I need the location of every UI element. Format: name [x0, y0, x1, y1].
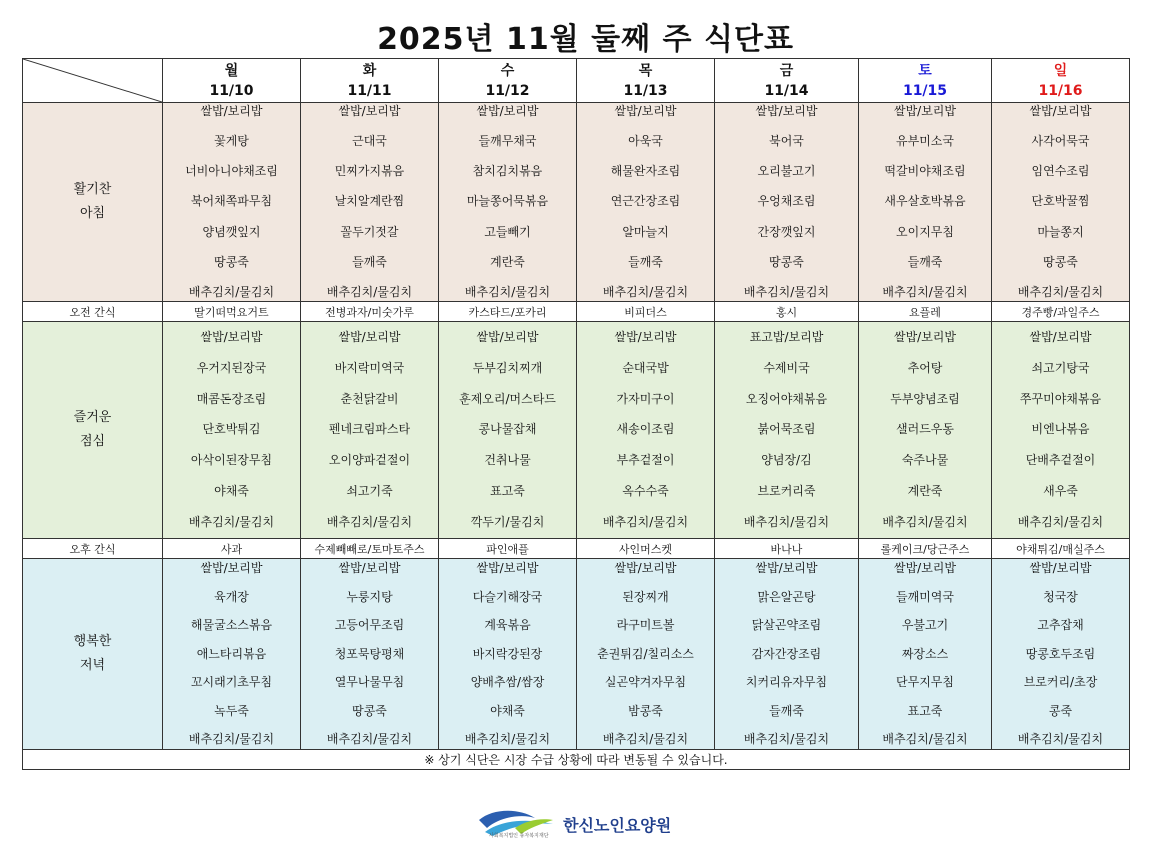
day-date: 11/12	[485, 82, 530, 99]
menu-item: 육개장	[214, 589, 249, 604]
menu-item: 다슬기해장국	[472, 589, 543, 604]
menu-item: 고들빼기	[484, 224, 531, 239]
menu-item: 표고죽	[490, 484, 525, 499]
menu-item: 쌀밥/보리밥	[893, 561, 956, 575]
menu-item: 배추김치/물김치	[464, 284, 551, 299]
dinner-label	[23, 559, 163, 750]
menu-item: 부추겉절이	[616, 453, 675, 468]
menu-item: 배추김치/물김치	[882, 514, 968, 529]
menu-item: 북어채쪽파무침	[190, 194, 273, 209]
menu-item: 땅콩호두조림	[1025, 646, 1096, 661]
lunch-item-list	[577, 322, 714, 538]
breakfast-item-list	[859, 103, 991, 301]
menu-item: 양배추쌈/쌈장	[470, 675, 545, 689]
menu-item: 맑은알곤탕	[757, 589, 816, 604]
day-header-fri	[715, 59, 859, 103]
menu-item: 계란죽	[907, 484, 943, 499]
menu-item: 닭살곤약조림	[751, 618, 822, 632]
menu-item: 샐러드우동	[896, 422, 954, 437]
menu-item: 단호박튀김	[202, 422, 261, 437]
breakfast-item-list	[163, 103, 300, 301]
morning-snack-row	[23, 302, 1130, 322]
menu-item: 고등어무조림	[334, 618, 405, 632]
snack-cell: 파인애플	[439, 539, 577, 559]
org-name: 한신노인요양원	[563, 815, 672, 835]
lunch-cell	[439, 322, 577, 539]
day-name: 금	[779, 62, 794, 79]
menu-item: 들깨무채국	[478, 134, 537, 149]
menu-item: 날치알계란찜	[334, 194, 405, 209]
menu-item: 너비아니야채조림	[185, 164, 278, 179]
menu-item: 단무지무침	[896, 675, 954, 689]
menu-item: 꼬시래기초무침	[190, 675, 273, 689]
menu-item: 애느타리볶음	[196, 646, 267, 661]
menu-item: 누룽지탕	[346, 589, 393, 604]
menu-item: 배추김치/물김치	[602, 732, 689, 746]
dinner-cell	[992, 559, 1130, 750]
menu-item: 아욱국	[628, 134, 663, 149]
meal-label-line1: 활기찬	[73, 182, 112, 197]
menu-item: 훈제오리/머스타드	[459, 391, 556, 406]
menu-item: 배추김치/물김치	[188, 732, 275, 746]
day-header-wed	[439, 59, 577, 103]
menu-item: 단호박꿀찜	[1031, 194, 1090, 209]
menu-item: 쌀밥/보리밥	[614, 561, 677, 575]
dinner-row	[23, 559, 1130, 750]
meal-label-line1: 즐거운	[73, 410, 112, 425]
meal-label-line2: 저녁	[79, 658, 106, 673]
snack-cell: 야채튀김/매실주스	[992, 539, 1130, 559]
menu-item: 땅콩죽	[352, 703, 387, 718]
menu-item: 해물완자조림	[610, 164, 681, 179]
day-name: 월	[224, 62, 239, 79]
menu-item: 북어국	[769, 134, 804, 149]
page-title: 2025년 11월 둘째 주 식단표	[377, 22, 794, 57]
breakfast-item-list	[715, 103, 858, 301]
menu-item: 쌀밥/보리밥	[200, 104, 263, 118]
snack-label: 오후 간식	[23, 539, 163, 559]
menu-item: 배추김치/물김치	[1017, 284, 1104, 299]
day-date: 11/15	[902, 82, 948, 99]
menu-item: 계란죽	[490, 254, 525, 269]
menu-item: 배추김치/물김치	[743, 732, 830, 746]
menu-item: 배추김치/물김치	[326, 514, 413, 529]
snack-cell: 전병과자/미숫가루	[301, 302, 439, 322]
menu-item: 쌀밥/보리밥	[614, 330, 677, 344]
dinner-cell	[301, 559, 439, 750]
breakfast-cell	[301, 103, 439, 302]
menu-item: 꽃게탕	[214, 134, 249, 149]
day-name: 일	[1053, 62, 1068, 79]
menu-item: 배추김치/물김치	[743, 284, 830, 299]
day-header-thu	[577, 59, 715, 103]
day-date: 11/16	[1038, 82, 1083, 99]
lunch-row	[23, 322, 1130, 539]
menu-item: 쌀밥/보리밥	[476, 561, 539, 575]
lunch-cell	[992, 322, 1130, 539]
menu-item: 청포묵탕평채	[334, 646, 405, 661]
menu-item: 해물굴소스볶음	[190, 618, 273, 632]
menu-item: 양념깻잎지	[202, 224, 261, 239]
meal-label-line2: 아침	[79, 206, 106, 221]
lunch-item-list	[301, 322, 438, 538]
menu-item: 쌀밥/보리밥	[755, 561, 818, 575]
menu-item: 건취나물	[484, 453, 531, 468]
menu-item: 배추김치/물김치	[464, 732, 551, 746]
menu-item: 짜장소스	[901, 646, 949, 661]
menu-item: 추어탕	[907, 360, 943, 375]
breakfast-cell	[859, 103, 992, 302]
menu-item: 배추김치/물김치	[188, 514, 275, 529]
dinner-item-list	[301, 559, 438, 749]
dinner-cell	[163, 559, 301, 750]
menu-item: 새우살호박볶음	[884, 194, 966, 209]
lunch-cell	[577, 322, 715, 539]
dinner-item-list	[439, 559, 576, 749]
menu-item: 두부양념조림	[890, 391, 960, 406]
menu-item: 들깨죽	[769, 703, 804, 718]
breakfast-cell	[439, 103, 577, 302]
snack-cell: 딸기떠먹요거트	[163, 302, 301, 322]
menu-item: 쌀밥/보리밥	[338, 561, 401, 575]
menu-item: 매콤돈장조림	[196, 391, 267, 406]
menu-item: 쇠고기죽	[346, 484, 393, 499]
menu-item: 양념장/김	[761, 453, 812, 468]
menu-item: 옥수수죽	[622, 484, 669, 499]
lunch-item-list	[439, 322, 576, 538]
menu-item: 오이양파겉절이	[328, 453, 411, 468]
lunch-label	[23, 322, 163, 539]
menu-item: 녹두죽	[214, 703, 249, 718]
day-header-mon	[163, 59, 301, 103]
menu-item: 오징어야채볶음	[745, 391, 828, 406]
menu-item: 붉어묵조림	[757, 422, 816, 437]
menu-item: 숙주나물	[901, 453, 949, 468]
menu-item: 쌀밥/보리밥	[338, 330, 401, 344]
menu-item: 오리불고기	[757, 164, 816, 179]
menu-item: 우거지된장국	[196, 360, 267, 375]
menu-item: 쌀밥/보리밥	[1029, 104, 1092, 118]
menu-item: 쌀밥/보리밥	[476, 104, 539, 118]
menu-item: 유부미소국	[896, 134, 954, 149]
afternoon-snack-row	[23, 539, 1130, 559]
menu-item: 쌀밥/보리밥	[476, 330, 539, 344]
day-date: 11/10	[209, 82, 254, 99]
menu-item: 바지락강된장	[472, 646, 543, 661]
menu-item: 들깨죽	[907, 254, 943, 269]
lunch-cell	[163, 322, 301, 539]
snack-label: 오전 간식	[23, 302, 163, 322]
menu-item: 마늘쫑지	[1037, 224, 1084, 239]
menu-item: 들깨죽	[628, 254, 663, 269]
day-name: 수	[500, 62, 515, 79]
menu-item: 콩죽	[1048, 703, 1073, 718]
breakfast-item-list	[992, 103, 1129, 301]
menu-item: 수제비국	[763, 360, 810, 375]
menu-item: 브로커리/초장	[1023, 675, 1098, 689]
snack-cell: 비피더스	[577, 302, 715, 322]
snack-cell: 요플레	[859, 302, 992, 322]
menu-item: 열무나물무침	[334, 675, 405, 689]
menu-item: 배추김치/물김치	[882, 732, 968, 746]
dinner-item-list	[577, 559, 714, 749]
breakfast-item-list	[439, 103, 576, 301]
meal-label-line1: 행복한	[73, 634, 112, 649]
header-row	[23, 59, 1130, 103]
menu-item: 꼴두기젓갈	[340, 224, 399, 239]
meal-label-line2: 점심	[79, 434, 106, 449]
menu-item: 민찌가지볶음	[334, 164, 405, 179]
day-name: 화	[362, 62, 377, 79]
dinner-item-list	[992, 559, 1129, 749]
note-row	[23, 750, 1130, 770]
lunch-cell	[301, 322, 439, 539]
menu-item: 춘천닭갈비	[340, 391, 399, 406]
lunch-item-list	[163, 322, 300, 538]
lunch-item-list	[859, 322, 991, 538]
menu-item: 들깨미역국	[896, 589, 954, 604]
breakfast-label	[23, 103, 163, 302]
day-name: 토	[918, 62, 932, 79]
menu-item: 아삭이된장무침	[190, 453, 273, 468]
menu-item: 야채죽	[490, 703, 525, 718]
menu-item: 쌀밥/보리밥	[200, 561, 263, 575]
menu-item: 바지락미역국	[334, 360, 405, 375]
menu-item: 실곤약겨자무침	[604, 675, 687, 689]
dinner-item-list	[163, 559, 300, 749]
menu-item: 순대국밥	[622, 360, 669, 375]
menu-item: 펜네크림파스타	[328, 422, 411, 437]
day-header-tue	[301, 59, 439, 103]
menu-item: 표고죽	[907, 703, 943, 718]
menu-item: 쭈꾸미야채볶음	[1019, 391, 1102, 406]
menu-item: 배추김치/물김치	[326, 284, 413, 299]
snack-cell: 경주빵/과일주스	[992, 302, 1130, 322]
menu-item: 두부김치찌개	[472, 360, 543, 375]
breakfast-cell	[163, 103, 301, 302]
menu-item: 알마늘지	[622, 224, 669, 239]
menu-item: 표고밥/보리밥	[749, 330, 824, 344]
lunch-item-list	[715, 322, 858, 538]
menu-item: 밤콩죽	[628, 703, 663, 718]
menu-item: 청국장	[1043, 589, 1078, 604]
menu-item: 오이지무침	[896, 224, 954, 239]
menu-item: 쌀밥/보리밥	[755, 104, 818, 118]
menu-item: 배추김치/물김치	[602, 514, 689, 529]
menu-item: 연근간장조림	[610, 194, 681, 209]
breakfast-cell	[715, 103, 859, 302]
menu-item: 계육볶음	[484, 618, 531, 632]
menu-item: 브로커리죽	[757, 484, 816, 499]
menu-item: 배추김치/물김치	[326, 732, 413, 746]
menu-item: 배추김치/물김치	[1017, 732, 1104, 746]
menu-item: 새송이조림	[616, 422, 675, 437]
menu-item: 깍두기/물김치	[470, 514, 545, 529]
menu-item: 라구미트볼	[616, 618, 675, 632]
menu-item: 마늘쫑어묵볶음	[466, 194, 549, 209]
dinner-cell	[859, 559, 992, 750]
menu-item: 배추김치/물김치	[188, 284, 275, 299]
menu-item: 임연수조림	[1031, 164, 1090, 179]
snack-cell: 카스타드/포카리	[439, 302, 577, 322]
menu-item: 쇠고기탕국	[1031, 360, 1090, 375]
menu-item: 쌀밥/보리밥	[1029, 561, 1092, 575]
dinner-cell	[715, 559, 859, 750]
menu-item: 비엔나볶음	[1031, 422, 1090, 437]
menu-item: 참치김치볶음	[472, 164, 543, 179]
menu-item: 우불고기	[901, 618, 949, 632]
menu-item: 배추김치/물김치	[1017, 514, 1104, 529]
note-text: ※ 상기 식단은 시장 수급 상황에 따라 변동될 수 있습니다.	[23, 750, 1130, 770]
menu-item: 춘권튀김/칠리소스	[597, 646, 694, 661]
menu-item: 콩나물잡채	[478, 422, 537, 437]
menu-item: 땅콩죽	[769, 254, 804, 269]
menu-item: 근대국	[352, 134, 387, 149]
org-logo	[475, 805, 671, 843]
menu-item: 고추잡채	[1037, 618, 1084, 632]
breakfast-cell	[577, 103, 715, 302]
snack-cell: 홍시	[715, 302, 859, 322]
logo-emblem-icon	[475, 806, 557, 842]
snack-cell: 사과	[163, 539, 301, 559]
dinner-item-list	[859, 559, 991, 749]
menu-item: 떡갈비야채조림	[884, 164, 966, 179]
menu-item: 배추김치/물김치	[743, 514, 830, 529]
breakfast-cell	[992, 103, 1130, 302]
menu-item: 감자간장조림	[751, 646, 822, 661]
breakfast-item-list	[301, 103, 438, 301]
dinner-cell	[577, 559, 715, 750]
menu-item: 쌀밥/보리밥	[1029, 330, 1092, 344]
menu-item: 간장깻잎지	[757, 224, 816, 239]
menu-item: 야채죽	[214, 484, 249, 499]
day-header-sat	[859, 59, 992, 103]
org-subtitle: 사회복지법인 풍자복지재단	[489, 833, 549, 839]
breakfast-item-list	[577, 103, 714, 301]
menu-item: 쌀밥/보리밥	[338, 104, 401, 118]
menu-item: 가자미구이	[616, 391, 675, 406]
snack-cell: 수제빼빼로/토마토주스	[301, 539, 439, 559]
dinner-cell	[439, 559, 577, 750]
lunch-cell	[715, 322, 859, 539]
menu-item: 쌀밥/보리밥	[893, 104, 956, 118]
menu-item: 배추김치/물김치	[882, 284, 968, 299]
day-date: 11/11	[347, 82, 392, 99]
snack-cell: 롤케이크/당근주스	[859, 539, 992, 559]
day-name: 목	[638, 62, 653, 79]
menu-item: 우엉채조림	[757, 194, 816, 209]
menu-item: 쌀밥/보리밥	[200, 330, 263, 344]
day-date: 11/14	[764, 82, 809, 99]
day-header-sun	[992, 59, 1130, 103]
dinner-item-list	[715, 559, 858, 749]
menu-item: 단배추겉절이	[1025, 453, 1096, 468]
lunch-cell	[859, 322, 992, 539]
snack-cell: 바나나	[715, 539, 859, 559]
menu-item: 들깨죽	[352, 254, 387, 269]
menu-item: 쌀밥/보리밥	[614, 104, 677, 118]
menu-item: 땅콩죽	[214, 254, 249, 269]
menu-item: 배추김치/물김치	[602, 284, 689, 299]
menu-item: 쌀밥/보리밥	[893, 330, 956, 344]
day-date: 11/13	[623, 82, 668, 99]
menu-item: 된장찌개	[622, 589, 669, 604]
menu-item: 새우죽	[1043, 484, 1078, 499]
diagonal-line	[23, 59, 162, 102]
menu-item: 땅콩죽	[1043, 254, 1078, 269]
menu-item: 치커리유자무침	[745, 675, 828, 689]
breakfast-row	[23, 103, 1130, 302]
corner-cell	[23, 59, 163, 103]
menu-item: 사각어묵국	[1031, 134, 1090, 149]
menu-table	[22, 58, 1130, 770]
lunch-item-list	[992, 322, 1129, 538]
snack-cell: 사인머스켓	[577, 539, 715, 559]
